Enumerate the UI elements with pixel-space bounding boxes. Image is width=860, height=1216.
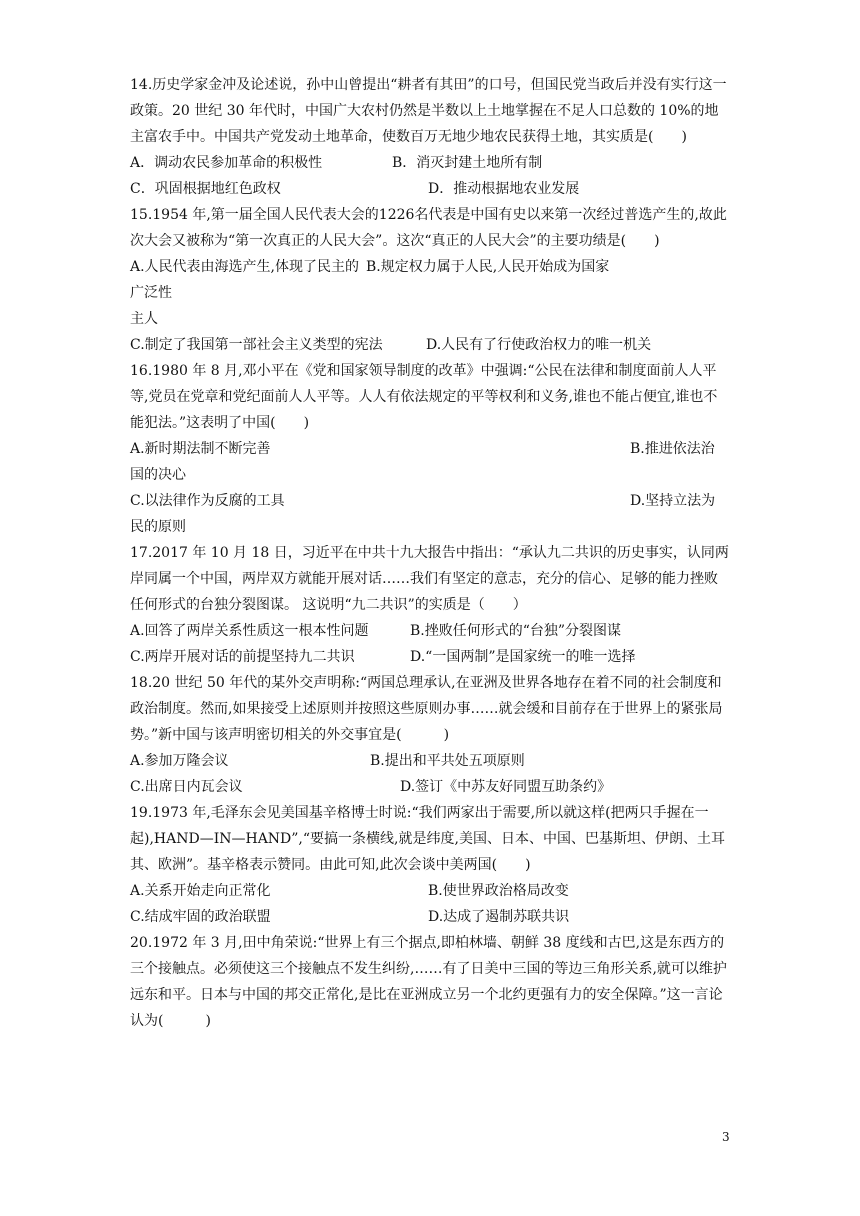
option-c: C.结成牢固的政治联盟	[130, 909, 271, 925]
question-18	[130, 670, 730, 800]
option-b: B.规定权力属于人民,人民开始成为国家	[366, 259, 610, 275]
option-row	[130, 618, 730, 644]
option-row	[130, 150, 730, 176]
option-c: C.制定了我国第一部社会主义类型的宪法	[130, 337, 383, 353]
option-row	[130, 254, 730, 306]
option-a: A.新时期法制不断完善	[130, 441, 271, 457]
option-d: D.人民有了行使政治权力的唯一机关	[426, 337, 652, 353]
question-15	[130, 202, 730, 358]
option-a: A．调动农民参加革命的积极性	[130, 155, 323, 171]
question-stem: 20.1972 年 3 月,田中角荣说:“世界上有三个据点,即柏林墙、朝鲜 38 度线和古巴,这是东西方的三个接触点。必须使这三个接触点不发生纠纷,……有了日美中三国的等边三角形关系,就可以维护远东和平。日本与中国的邦交正常化,是比在亚洲成立另一个北约更强有力的安全保障。”这一言论认为( )	[130, 935, 727, 1029]
option-c: C.出席日内瓦会议	[130, 779, 243, 795]
option-b-continued: 主人	[130, 311, 158, 327]
option-d: D.签订《中苏友好同盟互助条约》	[400, 779, 612, 795]
option-b: B．消灭封建土地所有制	[392, 155, 543, 171]
option-c: C.两岸开展对话的前提坚持九二共识	[130, 649, 355, 665]
page-number: 3	[722, 1130, 730, 1144]
question-stem: 14.历史学家金冲及论述说，孙中山曾提出“耕者有其田”的口号，但国民党当政后并没有实行这一政策。20 世纪 30 年代时，中国广大农村仍然是半数以上土地掌握在不足人口总数的 10%的地主富农手中。中国共产党发动土地革命，使数百万无地少地农民获得土地，其实质是( )	[130, 77, 727, 145]
option-d: D.达成了遏制苏联共识	[428, 909, 570, 925]
question-stem: 18.20 世纪 50 年代的某外交声明称:“两国总理承认,在亚洲及世界各地存在着不同的社会制度和政治制度。然而,如果接受上述原则并按照这些原则办事……就会缓和目前存在于世界上的紧张局势。”新中国与该声明密切相关的外交事宜是( )	[130, 675, 723, 743]
option-b: B.提出和平共处五项原则	[370, 753, 525, 769]
question-19	[130, 800, 730, 930]
option-d-continued: 民的原则	[130, 519, 186, 535]
question-20	[130, 930, 730, 1034]
option-c: C．巩固根据地红色政权	[130, 181, 281, 197]
question-stem: 15.1954 年,第一届全国人民代表大会的1226名代表是中国有史以来第一次经过普选产生的,故此次大会又被称为“第一次真正的人民大会”。这次“真正的人民大会”的主要功绩是( )	[130, 207, 727, 249]
option-b-continued: 国的决心	[130, 467, 186, 483]
option-row	[130, 904, 730, 930]
option-a: A.人民代表由海选产生,体现了民主的广泛性	[130, 259, 360, 301]
option-a: A.关系开始走向正常化	[130, 883, 271, 899]
option-row	[130, 644, 730, 670]
option-a: A.回答了两岸关系性质这一根本性问题	[130, 623, 369, 639]
option-d: D.坚持立法为	[630, 493, 716, 509]
option-row	[130, 774, 730, 800]
option-row	[130, 488, 730, 514]
option-c: C.以法律作为反腐的工具	[130, 493, 285, 509]
question-stem: 17.2017 年 10 月 18 日，习近平在中共十九大报告中指出：“承认九二共识的历史事实，认同两岸同属一个中国，两岸双方就能开展对话……我们有坚定的意志，充分的信心、足够的能力挫败任何形式的台独分裂图谋。 这说明“九二共识”的实质是（ ）	[130, 545, 729, 613]
option-row	[130, 332, 730, 358]
option-row	[130, 436, 730, 462]
option-d: D．推动根据地农业发展	[428, 181, 580, 197]
question-17	[130, 540, 730, 670]
option-row	[130, 878, 730, 904]
option-row	[130, 176, 730, 202]
option-b: B.挫败任何形式的“台独”分裂图谋	[410, 623, 622, 639]
option-a: A.参加万隆会议	[130, 753, 229, 769]
question-stem: 19.1973 年,毛泽东会见美国基辛格博士时说:“我们两家出于需要,所以就这样(把两只手握在一起),HAND—IN—HAND”,“要搞一条横线,就是纬度,美国、日本、中国、巴基斯坦、伊朗、土耳其、欧洲”。基辛格表示赞同。由此可知,此次会谈中美两国( )	[130, 805, 725, 873]
option-row	[130, 748, 730, 774]
option-b: B.推进依法治	[630, 441, 715, 457]
option-d: D.“一国两制”是国家统一的唯一选择	[410, 649, 636, 665]
question-list	[130, 72, 730, 1034]
question-16	[130, 358, 730, 540]
option-b: B.使世界政治格局改变	[428, 883, 569, 899]
question-14	[130, 72, 730, 202]
question-stem: 16.1980 年 8 月,邓小平在《党和国家领导制度的改革》中强调:“公民在法律和制度面前人人平等,党员在党章和党纪面前人人平等。人人有依法规定的平等权利和义务,谁也不能占便宜,谁也不能犯法。”这表明了中国( )	[130, 363, 718, 431]
